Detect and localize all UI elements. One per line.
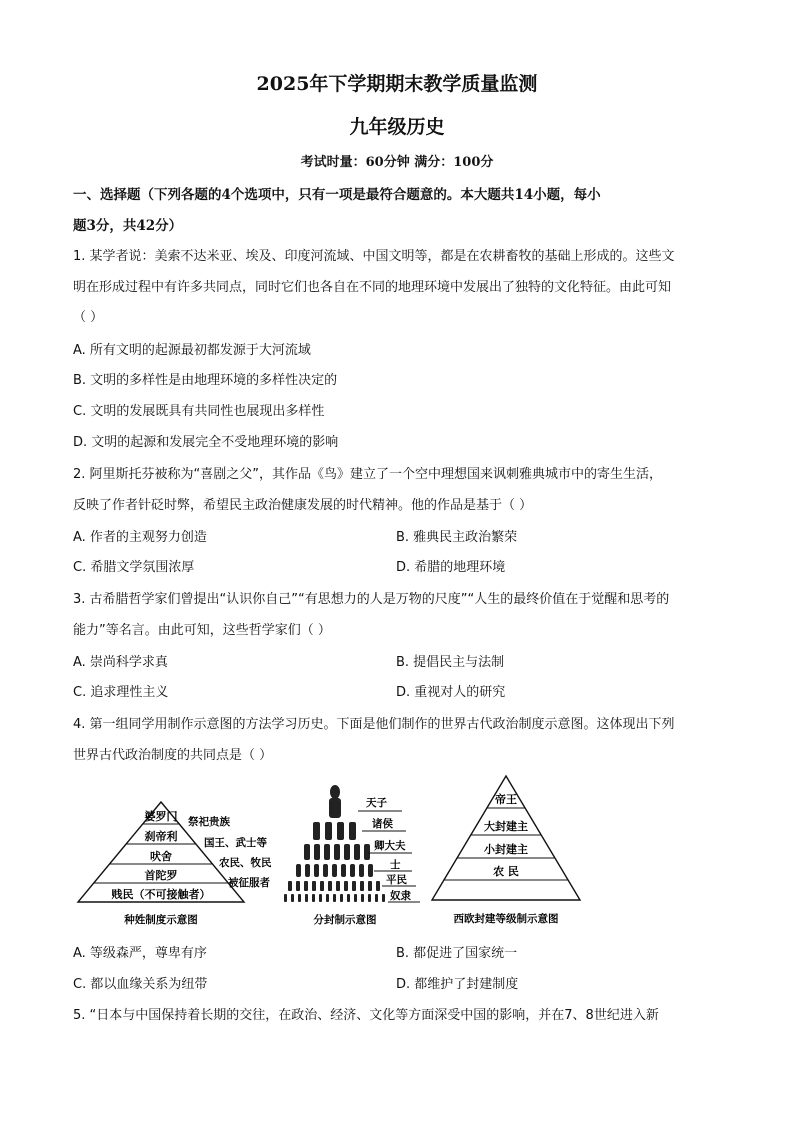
scholars-figures: [296, 864, 373, 877]
caste-role: 祭祀贵族: [188, 816, 230, 828]
q4-option-a[interactable]: A. 等级森严，尊卑有序: [73, 946, 207, 961]
feudal-caption: 西欧封建等级制示意图: [453, 913, 559, 925]
q2-stem-line: 反映了作者针砭时弊，希望民主政治健康发展的时代精神。他的作品是基于（ ）: [73, 498, 533, 513]
slaves-figures: [284, 894, 385, 902]
rank-label: 士: [390, 859, 401, 871]
feudal-level: 帝王: [495, 793, 517, 806]
caste-level: 首陀罗: [144, 869, 178, 882]
q2-stem-line: 2. 阿里斯托芬被称为“喜剧之父”，其作品《鸟》建立了一个空中理想国来讽刺雅典城市中的寄生生活，: [73, 467, 663, 482]
rank-label: 平民: [386, 874, 407, 886]
caste-caption: 种姓制度示意图: [124, 914, 198, 926]
rank-label: 天子: [366, 797, 387, 809]
section-heading-line2: 题3分，共42分）: [73, 218, 183, 234]
q2-option-a[interactable]: A. 作者的主观努力创造: [73, 530, 207, 545]
enfeoffment-diagram: [280, 778, 430, 930]
q2-option-d[interactable]: D. 希腊的地理环境: [396, 560, 506, 575]
q2-option-c[interactable]: C. 希腊文学氛围浓厚: [73, 560, 195, 575]
feudal-level: 大封建主: [484, 820, 528, 833]
emperor-figure: [329, 798, 341, 818]
caste-role: 被征服者: [228, 877, 270, 889]
caste-role: 国王、武士等: [204, 837, 267, 849]
q4-stem-line: 世界古代政治制度的共同点是（ ）: [73, 748, 273, 763]
caste-level: 刹帝利: [144, 830, 178, 843]
exam-subject: 九年级历史: [349, 116, 445, 138]
exam-title: 2025年下学期期末教学质量监测: [256, 73, 538, 95]
q1-option-a[interactable]: A. 所有文明的起源最初都发源于大河流域: [73, 343, 311, 358]
q1-stem-line: 明在形成过程中有许多共同点，同时它们也各自在不同的地理环境中发展出了独特的文化特征。由此可知: [73, 280, 672, 295]
q2-option-b[interactable]: B. 雅典民主政治繁荣: [396, 530, 518, 545]
q1-stem-line: （ ）: [73, 310, 104, 325]
q4-option-d[interactable]: D. 都维护了封建制度: [396, 977, 519, 992]
q5-stem-line: 5. “日本与中国保持着长期的交往，在政治、经济、文化等方面深受中国的影响，并在7、8世纪进入新: [73, 1008, 659, 1023]
commoners-figures: [288, 881, 380, 891]
lords-figures: [313, 822, 356, 840]
rank-label: 奴隶: [390, 890, 411, 902]
caste-level: 贱民（不可接触者）: [111, 888, 211, 901]
q3-option-b[interactable]: B. 提倡民主与法制: [396, 655, 505, 670]
q1-stem-line: 1. 某学者说：美索不达米亚、埃及、印度河流域、中国文明等，都是在农耕畜牧的基础上形成的。这些文: [73, 249, 675, 264]
q4-option-c[interactable]: C. 都以血缘关系为纽带: [73, 977, 208, 992]
q3-option-c[interactable]: C. 追求理性主义: [73, 685, 169, 700]
feudal-level: 小封建主: [484, 843, 528, 856]
q3-stem-line: 3. 古希腊哲学家们曾提出“认识你自己”“有思想力的人是万物的尺度”“人生的最终价值在于觉醒和思考的: [73, 592, 670, 607]
caste-level: 吠舍: [150, 850, 172, 863]
q3-stem-line: 能力”等名言。由此可知，这些哲学家们（ ）: [73, 623, 331, 638]
feudal-hierarchy-diagram: [426, 772, 586, 930]
caste-level: 婆罗门: [144, 810, 178, 823]
q1-option-c[interactable]: C. 文明的发展既具有共同性也展现出多样性: [73, 404, 325, 419]
exam-info: 考试时量：60分钟 满分：100分: [300, 155, 494, 170]
q1-option-b[interactable]: B. 文明的多样性是由地理环境的多样性决定的: [73, 373, 338, 388]
q1-option-d[interactable]: D. 文明的起源和发展完全不受地理环境的影响: [73, 435, 339, 450]
enfeoffment-caption: 分封制示意图: [313, 914, 377, 926]
q3-option-d[interactable]: D. 重视对人的研究: [396, 685, 506, 700]
caste-system-diagram: [76, 800, 291, 930]
q4-option-b[interactable]: B. 都促进了国家统一: [396, 946, 518, 961]
q4-stem-line: 4. 第一组同学用制作示意图的方法学习历史。下面是他们制作的世界古代政治制度示意图。这体现出下列: [73, 717, 675, 732]
q3-option-a[interactable]: A. 崇尚科学求真: [73, 655, 168, 670]
rank-label: 卿大夫: [374, 840, 406, 852]
ministers-figures: [304, 844, 370, 860]
rank-label: 诸侯: [372, 818, 393, 830]
caste-role: 农民、牧民: [219, 857, 272, 869]
feudal-level: 农 民: [493, 865, 519, 878]
section-heading-line1: 一、选择题（下列各题的4个选项中，只有一项是最符合题意的。本大题共14小题，每小: [73, 187, 601, 203]
emperor-figure: [330, 785, 340, 799]
